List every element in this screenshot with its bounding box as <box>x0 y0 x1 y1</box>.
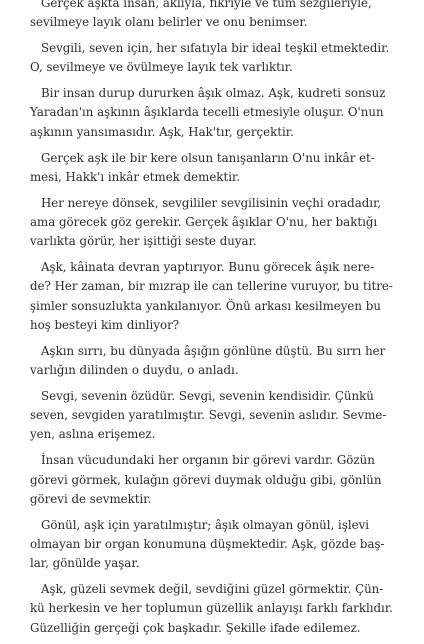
text-line: ama görecek göz gerekir. Gerçek âşıklar O'nu, her baktığı <box>30 214 378 229</box>
text-line: Aşk, güzeli sevmek değil, sevdiğini güzel görmektir. Çün- <box>41 582 384 597</box>
text-line: varlıkta görür, her işittiği seste duyar. <box>30 234 257 249</box>
text-line: de? Her zaman, bir mızrap ile can tellerine vuruyor, bu titre- <box>30 279 393 294</box>
text-line: Bir insan durup dururken âşık olmaz. Aşk, kudreti sonsuz <box>41 86 386 101</box>
text-line: Gerçek aşkta insan, aklıyla, fikriyle ve tüm sezgileriyle, <box>41 0 372 10</box>
text-line: görevi de sevmektir. <box>30 491 152 506</box>
text-line: olmayan bir organ konumuna düşmektedir. Aşk, gözde baş- <box>30 536 385 551</box>
text-line: Gönül, aşk için yaratılmıştır; âşık olmayan gönül, işlevi <box>41 517 370 532</box>
text-line: görevi görmek, kulağın görevi duymak olduğu gibi, gönlün <box>30 472 382 487</box>
paragraph-4 <box>30 149 390 188</box>
paragraph-1 <box>30 0 390 33</box>
paragraph-10 <box>30 516 390 574</box>
text-line: O, sevilmeye ve övülmeye layık tek varlıktır. <box>30 60 293 75</box>
text-line: Aşkın sırrı, bu dünyada âşığın gönlüne düştü. Bu sırrı her <box>41 343 386 358</box>
text-line: kü herkesin ve her toplumun güzellik anlayışı farklı farklıdır. <box>30 601 393 616</box>
paragraph-3 <box>30 84 390 142</box>
text-line: seven, sevgiden yaratılmıştır. Sevgi, sevenin aslıdır. Sevme- <box>30 408 387 423</box>
text-line: Sevgi, sevenin özüdür. Sevgi, sevenin kendisidir. Çünkü <box>41 388 374 403</box>
paragraph-9 <box>30 451 390 509</box>
paragraph-7 <box>30 342 390 381</box>
text-line: hoş besteyi kim dinliyor? <box>30 317 180 332</box>
paragraph-6 <box>30 258 393 335</box>
text-line: İnsan vücudundaki her organın bir görevi vardır. Gözün <box>41 453 375 468</box>
text-line: varlığın dilinden o duydu, o anladı. <box>30 363 239 378</box>
text-line: mesi, Hakk'ı inkâr etmek demektir. <box>30 169 241 184</box>
text-line: Yaradan'ın aşkının âşıklarda tecelli etmesiyle oluşur. O'nun <box>30 105 384 120</box>
paragraph-11 <box>30 580 393 638</box>
text-line: aşkının yansımasıdır. Aşk, Hak'tır, gerçektir. <box>30 124 294 139</box>
text-line: şimler sonsuzlukta yankılanıyor. Önü arkası kesilmeyen bu <box>30 298 381 313</box>
text-line: Güzelliğin gerçeği çok başkadır. Şekille ifade edilemez. <box>30 620 361 635</box>
text-line: sevilmeye layık olanı belirler ve onu benimser. <box>30 15 308 30</box>
text-line: yen, aslına erişemez. <box>30 427 156 442</box>
text-line: lar, gönülde yaşar. <box>30 556 140 571</box>
text-line: Gerçek aşk ile bir kere olsun tanışanların O'nu inkâr et- <box>41 150 375 165</box>
text-line: Sevgili, seven için, her sıfatıyla bir ideal teşkil etmektedir. <box>41 41 390 56</box>
page-body-text <box>30 0 393 644</box>
text-line: Her nereye dönsek, sevgililer sevgilisinin veçhi oradadır, <box>41 195 382 210</box>
paragraph-8 <box>30 387 390 445</box>
paragraph-2 <box>30 39 390 78</box>
text-line: Aşk, kâinata devran yaptırıyor. Bunu görecek âşık nere- <box>41 260 375 275</box>
paragraph-5 <box>30 194 390 252</box>
